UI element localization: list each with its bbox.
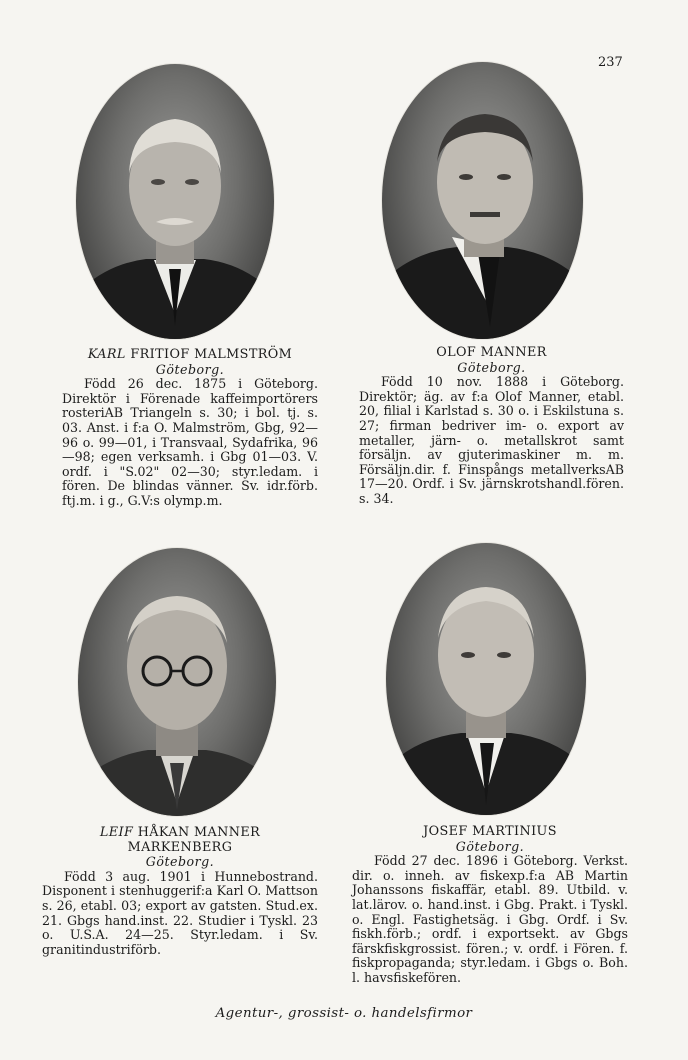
- name-rest: OLOF MANNER: [436, 345, 547, 360]
- entry-josef-martinius: [352, 825, 628, 986]
- place: Göteborg.: [155, 361, 225, 377]
- place: Göteborg.: [455, 838, 525, 854]
- biography: Född 27 dec. 1896 i Göteborg. Verkst. dir. o. inneh. av fiskexp.f:a AB Martin Johanssons fiskaffär, etabl. 89. Utbild. v. lat.lärov. o. hand.inst. i Gbg. Prakt. i Tyskl. o. Engl. Fastighetsäg. i Gbg. Ordf. i Sv. fiskh.förb.; ordf. i exportsekt. av Gbgs färskfiskgrossist. fören.; v. ordf. i Fören. f. fiskpropaganda; styr.ledam. i Gbgs o. Boh. l. havsfiskefören.: [352, 853, 628, 985]
- entry-olof-manner: [359, 346, 624, 507]
- biography: Född 10 nov. 1888 i Göteborg. Direktör; äg. av f:a Olof Manner, etabl. 20, filial i Karlstad s. 30 o. i Eskilstuna s. 27; firman bedriver im- o. export av metaller, järn- o. metallskrot samt försäljn. av gjuterimaskiner m. m. Försäljn.dir. f. Finspångs metallverksAB 17—20. Ordf. i Sv. järnskrotshandl.fören. s. 34.: [359, 374, 624, 506]
- place: Göteborg.: [457, 359, 526, 375]
- page-footer: Agentur-, grossist- o. handelsfirmor: [215, 1006, 473, 1021]
- portrait-olof-manner-image: [382, 62, 583, 339]
- person-name: [352, 825, 628, 840]
- name-rest: HÅKAN MANNER: [137, 825, 261, 840]
- portrait-karl-malmstrom: [76, 64, 274, 339]
- person-name: [42, 826, 318, 841]
- biography: Född 3 aug. 1901 i Hunnebostrand. Disponent i stenhuggerif:a Karl O. Mattson s. 26, etabl. 03; export av gatsten. Stud.ex. 21. Gbgs hand.inst. 22. Studier i Tyskl. 23 o. U.S.A. 24—25. Styr.ledam. i Sv. granitindustriförb.: [42, 868, 318, 957]
- first-name: LEIF: [99, 825, 134, 840]
- portrait-olof-manner: [382, 62, 583, 339]
- place: Göteborg.: [145, 854, 215, 870]
- name-line-2: MARKENBERG: [127, 839, 233, 855]
- person-name: [62, 348, 318, 363]
- entry-karl-malmstrom: [62, 348, 318, 509]
- portrait-josef-martinius: [386, 543, 586, 815]
- portrait-karl-malmstrom-image: [76, 64, 274, 339]
- name-rest: FRITIOF MALMSTRÖM: [130, 347, 293, 362]
- first-name: KARL: [87, 347, 126, 362]
- portrait-leif-markenberg-image: [78, 548, 276, 816]
- portrait-leif-markenberg: [78, 548, 276, 816]
- entry-leif-markenberg: [42, 826, 318, 957]
- portrait-josef-martinius-image: [386, 543, 586, 815]
- name-rest: JOSEF MARTINIUS: [423, 824, 557, 839]
- biography: Född 26 dec. 1875 i Göteborg. Direktör i Förenade kaffeimportörers rosteriAB Triangeln s. 30; i bol. tj. s. 03. Anst. i f:a O. Malmström, Gbg, 92—96 o. 99—01, i Transvaal, Sydafrika, 96—98; egen verksamh. i Gbg 01—03. V. ordf. i "S.02" 02—30; styr.ledam. i fören. De blindas vänner. Sv. idr.förb. ftj.m. i g., G.V:s olymp.m.: [62, 376, 318, 508]
- person-name: [359, 346, 624, 361]
- page-number: 237: [598, 55, 623, 70]
